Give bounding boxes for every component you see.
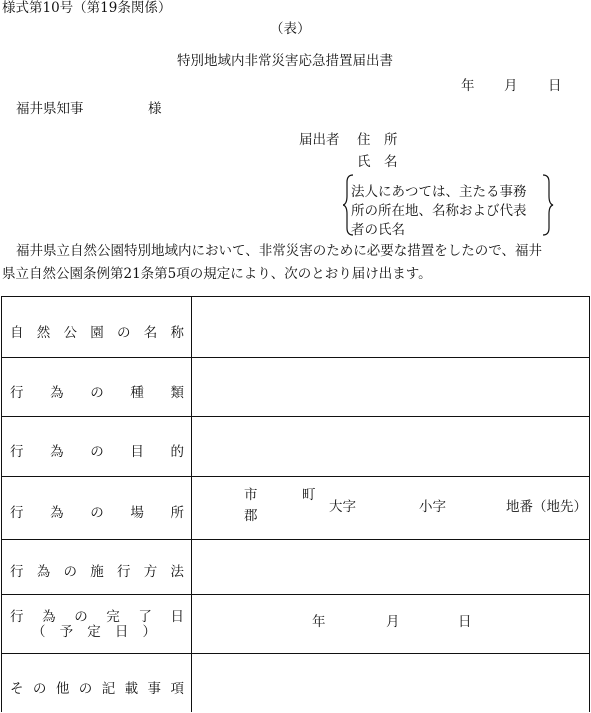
label-char: 項 xyxy=(170,681,184,697)
label-char: そ xyxy=(10,681,24,697)
body-text-line-2: 県立自然公園条例第21条第5項の規定により、次のとおり届け出ます。 xyxy=(2,266,432,282)
side-label: （表） xyxy=(270,21,311,37)
row-sublabel xyxy=(32,626,156,640)
completion-month: 月 xyxy=(386,614,400,630)
label-char: 行 xyxy=(10,505,24,521)
label-char: 類 xyxy=(170,385,184,401)
table-row xyxy=(2,417,589,477)
label-char: （ xyxy=(32,624,46,640)
table-row xyxy=(2,595,589,654)
row-label xyxy=(10,560,184,580)
label-char: 為 xyxy=(50,385,64,401)
note-line: 者の氏名 xyxy=(351,222,405,238)
row-label xyxy=(10,440,184,460)
label-char: の xyxy=(90,505,104,521)
label-char: 定 xyxy=(87,624,101,640)
table-row xyxy=(2,477,589,540)
row-label xyxy=(10,381,184,401)
place-koaza: 小字 xyxy=(419,499,446,515)
label-char: 行 xyxy=(10,609,24,625)
label-char: の xyxy=(32,681,47,697)
label-char: 為 xyxy=(50,505,64,521)
notification-table xyxy=(1,296,590,712)
label-char: 為 xyxy=(50,444,64,460)
note-line: 所の所在地、名称および代表 xyxy=(351,203,527,219)
place-oaza: 大字 xyxy=(329,499,356,515)
row-label xyxy=(10,677,184,697)
label-char: 他 xyxy=(55,681,70,697)
label-char: 記 xyxy=(101,681,116,697)
place-gun: 郡 xyxy=(244,508,258,524)
label-char: 場 xyxy=(130,505,144,521)
label-char: 日 xyxy=(170,609,184,625)
label-char: 了 xyxy=(138,609,152,625)
label-char: 名 xyxy=(143,325,158,341)
name-label: 氏 名 xyxy=(357,154,398,170)
place-machi: 町 xyxy=(302,487,316,503)
label-char: 園 xyxy=(90,325,104,341)
completion-day: 日 xyxy=(458,614,472,630)
label-char: 予 xyxy=(59,624,74,640)
label-char: 事 xyxy=(147,681,162,697)
label-char: 目 xyxy=(130,444,144,460)
label-char: 完 xyxy=(106,609,120,625)
label-char: 施 xyxy=(90,564,104,580)
form-id: 様式第10号（第19条関係） xyxy=(2,0,172,16)
label-char: 称 xyxy=(170,325,184,341)
label-char: 行 xyxy=(10,385,24,401)
table-row xyxy=(2,297,589,358)
label-char: 然 xyxy=(36,325,51,341)
completion-year: 年 xyxy=(312,614,326,630)
row-label xyxy=(10,501,184,521)
label-char: 方 xyxy=(143,564,158,580)
row-label xyxy=(10,605,184,625)
table-row xyxy=(2,654,589,713)
label-char: 行 xyxy=(10,564,24,580)
addressee-honorific: 様 xyxy=(148,101,162,117)
place-shi: 市 xyxy=(244,487,258,503)
label-char: の xyxy=(78,681,93,697)
label-char: ） xyxy=(142,624,156,640)
label-char: 載 xyxy=(124,681,139,697)
place-chiban: 地番（地先） xyxy=(506,499,587,515)
label-char: 的 xyxy=(170,444,184,460)
label-char: 自 xyxy=(10,325,24,341)
date-year: 年 xyxy=(461,78,475,94)
label-char: 行 xyxy=(117,564,131,580)
label-char: の xyxy=(74,609,88,625)
label-char: 日 xyxy=(114,624,129,640)
label-char: 公 xyxy=(63,325,77,341)
label-char: 所 xyxy=(170,505,184,521)
label-char: 為 xyxy=(36,564,51,580)
date-month: 月 xyxy=(504,78,518,94)
label-char: の xyxy=(90,385,104,401)
label-char: 行 xyxy=(10,444,24,460)
page-title: 特別地域内非常災害応急措置届出書 xyxy=(177,53,393,69)
note-line: 法人にあつては、主たる事務 xyxy=(351,184,527,200)
label-char: 種 xyxy=(130,385,144,401)
corporate-note xyxy=(343,174,555,236)
addressee-name: 福井県知事 xyxy=(16,101,84,117)
date-day: 日 xyxy=(548,78,562,94)
label-char: の xyxy=(63,564,77,580)
row-label xyxy=(10,321,184,341)
address-label: 住 所 xyxy=(357,132,398,148)
table-row xyxy=(2,540,589,595)
label-char: の xyxy=(90,444,104,460)
label-char: の xyxy=(117,325,131,341)
body-text-line-1: 福井県立自然公園特別地域内において、非常災害のために必要な措置をしたので、福井 xyxy=(16,243,542,259)
table-row xyxy=(2,358,589,417)
notifier-label: 届出者 xyxy=(299,132,340,148)
label-char: 法 xyxy=(170,564,184,580)
label-char: 為 xyxy=(42,609,56,625)
